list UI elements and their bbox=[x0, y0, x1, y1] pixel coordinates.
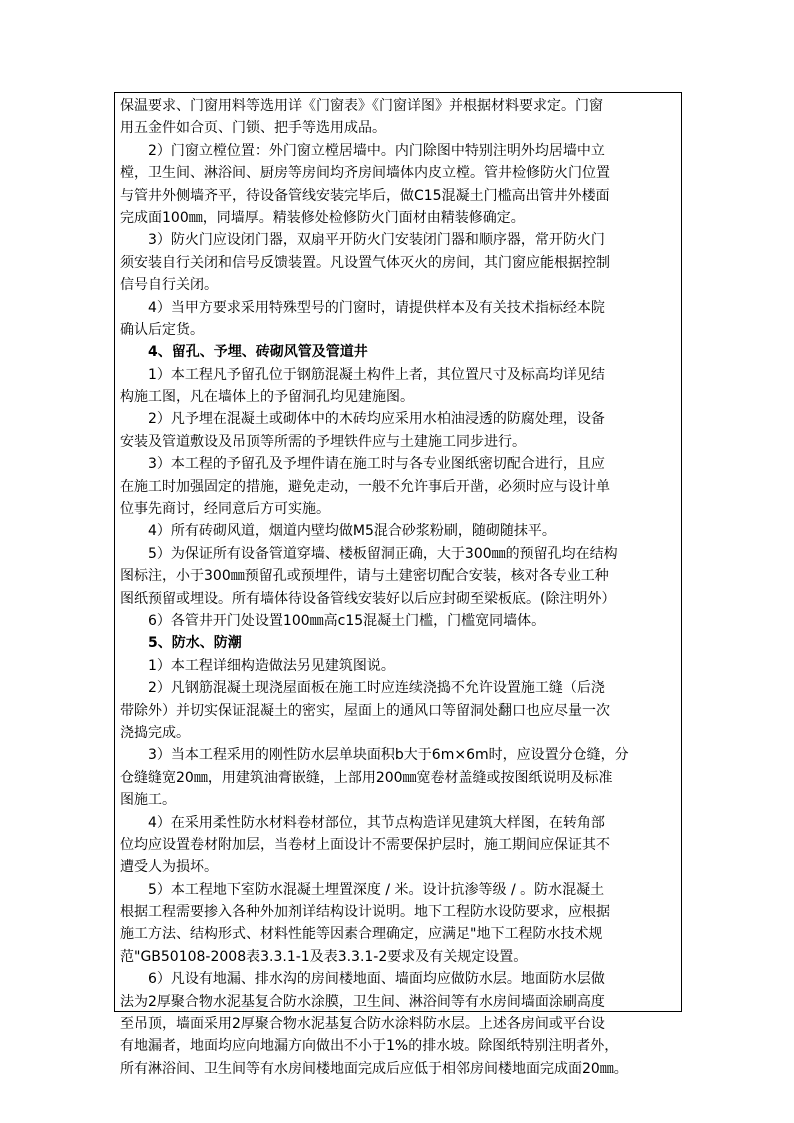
paragraph-line: 根据工程需要掺入各种外加剂详结构设计说明。地下工程防水设防要求，应根据 bbox=[120, 904, 610, 921]
paragraph-line: 仓缝缝宽20㎜，用建筑油膏嵌缝，上部用200㎜宽卷材盖缝或按图纸说明及标准 bbox=[120, 769, 613, 786]
paragraph-line: 1）本工程详细构造做法另见建筑图说。 bbox=[148, 657, 395, 674]
paragraph-line: 范"GB50108-2008表3.3.1-1及表3.3.1-2要求及有关规定设置。 bbox=[120, 948, 528, 965]
paragraph-line: 有地漏者，地面均应向地漏方向做出不小于1%的排水坡。除图纸特别注明者外， bbox=[120, 1038, 619, 1055]
paragraph-line: 2）凡钢筋混凝土现浇屋面板在施工时应连续浇捣不允许设置施工缝（后浇 bbox=[148, 680, 605, 697]
paragraph-line: 确认后定货。 bbox=[120, 321, 204, 338]
paragraph-line: 与管井外侧墙齐平，待设备管线安装完毕后，做C15混凝土门槛高出管井外楼面 bbox=[120, 187, 610, 204]
paragraph-line: 安装及管道敷设及吊顶等所需的予埋铁件应与土建施工同步进行。 bbox=[120, 433, 526, 450]
paragraph-line: 4）当甲方要求采用特殊型号的门窗时，请提供样本及有关技术指标经本院 bbox=[148, 299, 605, 316]
paragraph-line: 5）本工程地下室防水混凝土埋置深度 / 米。设计抗渗等级 / 。防水混凝土 bbox=[148, 881, 605, 898]
paragraph-line: 4）在采用柔性防水材料卷材部位，其节点构造详见建筑大样图，在转角部 bbox=[148, 814, 605, 831]
section-heading: 4、留孔、予埋、砖砌风管及管道井 bbox=[148, 344, 368, 361]
paragraph-line: 至吊顶，墙面采用2厚聚合物水泥基复合防水涂料防水层。上述各房间或平台设 bbox=[120, 1016, 605, 1033]
paragraph-line: 浇捣完成。 bbox=[120, 724, 190, 741]
paragraph-line: 在施工时加强固定的措施，避免走动，一般不允许事后开凿，必须时应与设计单 bbox=[120, 478, 610, 495]
paragraph-line: 法为2厚聚合物水泥基复合防水涂膜，卫生间、淋浴间等有水房间墙面涂刷高度 bbox=[120, 993, 605, 1010]
paragraph-line: 2）凡予埋在混凝土或砌体中的木砖均应采用水柏油浸透的防腐处理，设备 bbox=[148, 411, 605, 428]
paragraph-line: 4）所有砖砌风道，烟道内壁均做M5混合砂浆粉刷，随砌随抹平。 bbox=[148, 523, 556, 540]
paragraph-line: 6）各管井开门处设置100㎜高c15混凝土门槛，门槛宽同墙体。 bbox=[148, 612, 546, 629]
paragraph-line: 所有淋浴间、卫生间等有水房间楼地面完成后应低于相邻房间楼地面完成面20㎜。 bbox=[120, 1060, 628, 1077]
paragraph-line: 图纸预留或埋设。所有墙体待设备管线安装好以后应封砌至梁板底。(除注明外） bbox=[120, 590, 616, 607]
paragraph-line: 位均应设置卷材附加层，当卷材上面设计不需要保护层时，施工期间应保证其不 bbox=[120, 836, 610, 853]
paragraph-line: 5）为保证所有设备管道穿墙、楼板留洞正确，大于300㎜的预留孔均在结构 bbox=[148, 545, 618, 562]
paragraph-line: 樘，卫生间、淋浴间、厨房等房间均齐房间墙体内皮立樘。管井检修防火门位置 bbox=[120, 165, 610, 182]
paragraph-line: 图标注，小于300㎜预留孔或预埋件，请与土建密切配合安装，核对各专业工种 bbox=[120, 568, 609, 585]
paragraph-line: 3）当本工程采用的刚性防水层单块面积b大于6m×6m时，应设置分仓缝，分 bbox=[148, 747, 629, 764]
paragraph-line: 遭受人为损坏。 bbox=[120, 859, 218, 876]
paragraph-line: 保温要求、门窗用料等选用详《门窗表》《门窗详图》并根据材料要求定。门窗 bbox=[120, 98, 603, 114]
paragraph-line: 位事先商讨，经同意后方可实施。 bbox=[120, 501, 330, 518]
paragraph-line: 带除外）并切实保证混凝土的密实，屋面上的通风口等留洞处翻口也应尽量一次 bbox=[120, 702, 610, 719]
paragraph-line: 构施工图，凡在墙体上的予留洞孔均见建施图。 bbox=[120, 389, 414, 406]
paragraph-line: 1）本工程凡予留孔位于钢筋混凝土构件上者，其位置尺寸及标高均详见结 bbox=[148, 366, 605, 383]
paragraph-line: 6）凡设有地漏、排水沟的房间楼地面、墙面均应做防水层。地面防水层做 bbox=[148, 971, 605, 988]
document-body bbox=[120, 95, 680, 1080]
paragraph-line: 须安装自行关闭和信号反馈装置。凡设置气体灭火的房间，其门窗应能根据控制 bbox=[120, 254, 610, 271]
paragraph-line: 2）门窗立樘位置：外门窗立樘居墙中。内门除图中特别注明外均居墙中立 bbox=[148, 142, 605, 159]
paragraph-line: 用五金件如合页、门锁、把手等选用成品。 bbox=[120, 120, 386, 137]
paragraph-line: 信号自行关闭。 bbox=[120, 277, 218, 294]
paragraph-line: 3）防火门应设闭门器，双扇平开防火门安装闭门器和顺序器，常开防火门 bbox=[148, 232, 605, 249]
paragraph-line: 图施工。 bbox=[120, 792, 176, 809]
paragraph-line: 完成面100㎜，同墙厚。精装修处检修防火门面材由精装修确定。 bbox=[120, 209, 525, 226]
paragraph-line: 施工方法、结构形式、材料性能等因素合理确定，应满足"地下工程防水技术规 bbox=[120, 926, 603, 943]
paragraph-line: 3）本工程的予留孔及予埋件请在施工时与各专业图纸密切配合进行，且应 bbox=[148, 456, 605, 473]
section-heading: 5、防水、防潮 bbox=[148, 635, 242, 652]
